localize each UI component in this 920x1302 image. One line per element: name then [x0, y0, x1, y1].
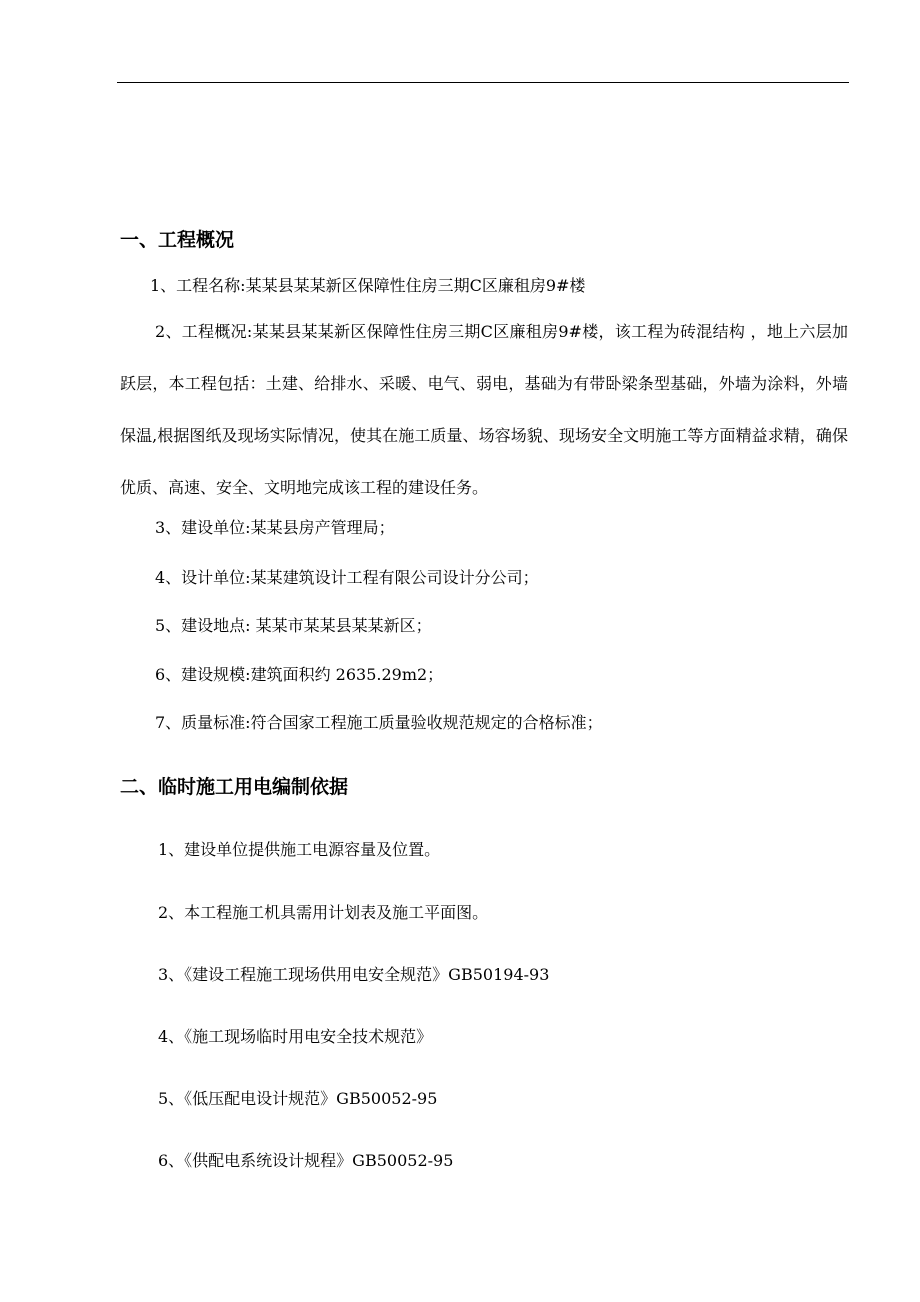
- header-rule: [117, 82, 849, 83]
- project-name-item: 1、工程名称:某某县某某新区保障性住房三期C区廉租房9#楼: [150, 276, 586, 295]
- design-unit-item: 4、设计单位:某某建筑设计工程有限公司设计分公司；: [155, 568, 539, 587]
- construction-unit-item: 3、建设单位:某某县房产管理局；: [155, 518, 395, 537]
- basis-item: 1、建设单位提供施工电源容量及位置。: [158, 840, 441, 859]
- site-location-item: 5、建设地点: 某某市某某县某某新区；: [155, 616, 432, 635]
- basis-item: 2、本工程施工机具需用计划表及施工平面图。: [158, 903, 489, 922]
- basis-item: 4、《施工现场临时用电安全技术规范》: [158, 1027, 433, 1046]
- building-scale-item: 6、建设规模:建筑面积约 2635.29m2；: [155, 665, 444, 684]
- project-overview-paragraph: 2、工程概况:某某县某某新区保障性住房三期C区廉租房9#楼，该工程为砖混结构 ，地上六层加跃层，本工程包括：土建、给排水、采暖、电气、弱电，基础为有带卧梁条型基础，外墙为涂料，外墙保温,根据图纸及现场实际情况，使其在施工质量、场容场貌、现场安全文明施工等方面精益求精，确保优质、高速、安全、文明地完成该工程的建设任务。: [120, 322, 848, 497]
- section-1-heading: 一、工程概况: [120, 229, 235, 251]
- basis-item: 5、《低压配电设计规范》GB50052-95: [158, 1089, 438, 1108]
- quality-standard-item: 7、质量标准:符合国家工程施工质量验收规范规定的合格标准；: [155, 713, 603, 732]
- basis-item: 3、《建设工程施工现场供用电安全规范》GB50194-93: [158, 965, 550, 984]
- basis-item: 6、《供配电系统设计规程》GB50052-95: [158, 1151, 454, 1170]
- section-2-heading: 二、临时施工用电编制依据: [120, 776, 349, 798]
